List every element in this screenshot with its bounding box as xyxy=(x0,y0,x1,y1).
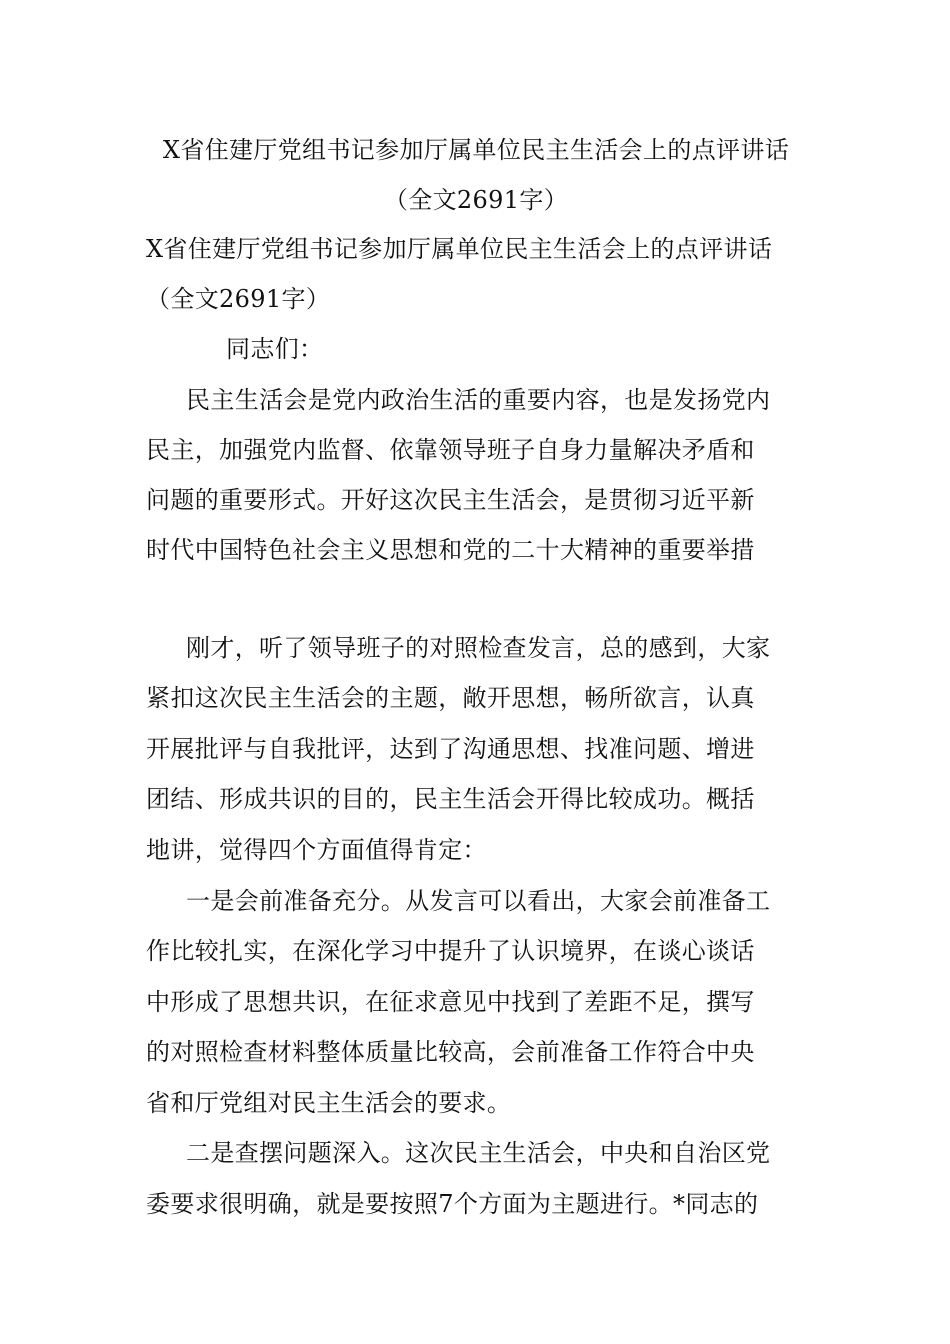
document-word-count: （全文2691字） xyxy=(383,186,569,214)
document-title: X省住建厅党组书记参加厅属单位民主生活会上的点评讲话 xyxy=(162,136,790,164)
paragraph-line: 中形成了思想共识，在征求意见中找到了差距不足，撰写 xyxy=(146,988,755,1016)
paragraph-line: 团结、形成共识的目的，民主生活会开得比较成功。概括 xyxy=(146,785,755,813)
paragraph-line: 一是会前准备充分。从发言可以看出，大家会前准备工 xyxy=(186,887,771,915)
paragraph-line: 刚才，听了领导班子的对照检查发言，总的感到，大家 xyxy=(186,634,771,662)
salutation: 同志们： xyxy=(226,335,324,363)
paragraph-line: 地讲，觉得四个方面值得肯定： xyxy=(146,836,487,864)
paragraph-line: 的对照检查材料整体质量比较高，会前准备工作符合中央 xyxy=(146,1038,755,1066)
paragraph-line: 委要求很明确，就是要按照7个方面为主题进行。*同志的 xyxy=(146,1190,759,1218)
paragraph-line: 省和厅党组对民主生活会的要求。 xyxy=(146,1089,512,1117)
paragraph-line: 民主生活会是党内政治生活的重要内容，也是发扬党内 xyxy=(186,386,771,414)
paragraph-line: 问题的重要形式。开好这次民主生活会，是贯彻习近平新 xyxy=(146,486,755,514)
paragraph-line: 时代中国特色社会主义思想和党的二十大精神的重要举措 xyxy=(146,536,755,564)
paragraph-line: 紧扣这次民主生活会的主题，敞开思想，畅所欲言，认真 xyxy=(146,684,755,712)
paragraph-line: 二是查摆问题深入。这次民主生活会，中央和自治区党 xyxy=(186,1139,771,1167)
paragraph-line: 开展批评与自我批评，达到了沟通思想、找准问题、增进 xyxy=(146,735,755,763)
paragraph-line: 作比较扎实，在深化学习中提升了认识境界，在谈心谈话 xyxy=(146,937,755,965)
repeated-word-count: （全文2691字） xyxy=(146,285,331,313)
paragraph-line: 民主，加强党内监督、依靠领导班子自身力量解决矛盾和 xyxy=(146,436,755,464)
repeated-title: X省住建厅党组书记参加厅属单位民主生活会上的点评讲话 xyxy=(146,235,773,263)
